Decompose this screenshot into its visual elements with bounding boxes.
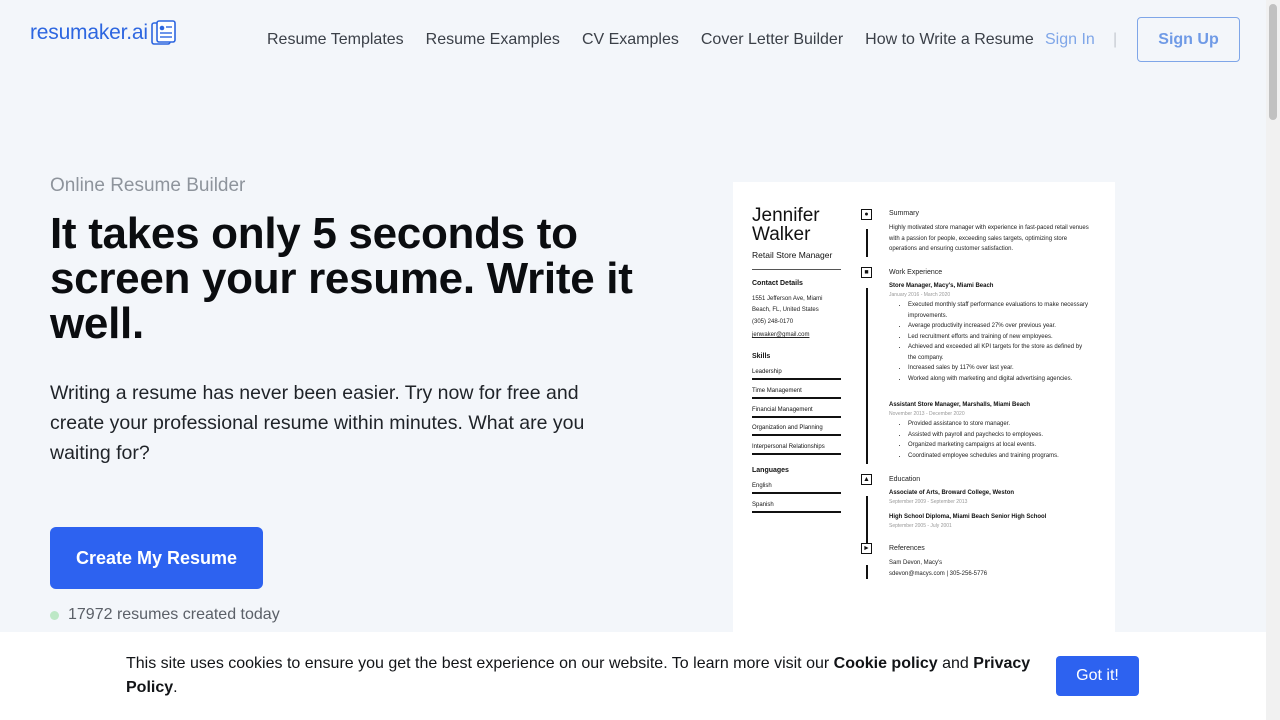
resume-address: 1551 Jefferson Ave, Miami Beach, FL, United States xyxy=(752,296,823,313)
cookie-policy-link[interactable]: Cookie policy xyxy=(833,655,938,672)
megaphone-icon: ► xyxy=(861,543,872,554)
resume-preview xyxy=(733,182,1115,642)
resume-phone: (305) 248-0170 xyxy=(752,319,794,325)
cookie-banner xyxy=(0,632,1266,720)
list-item: • Worked along with marketing and digital advertising agencies. xyxy=(908,374,1088,385)
list-item: • Increased sales by 117% over last year. xyxy=(908,363,1088,374)
scrollbar-thumb[interactable] xyxy=(1269,4,1277,120)
resume-counter xyxy=(50,606,280,624)
page-scrollbar[interactable] xyxy=(1266,0,1280,720)
logo[interactable] xyxy=(30,20,178,46)
logo-text: resumaker.ai xyxy=(30,21,148,44)
resume-reference-name: Sam Devon, Macy's xyxy=(889,560,943,566)
nav-how-to-write-resume[interactable]: How to Write a Resume xyxy=(865,31,1034,48)
resume-name-rule xyxy=(752,269,841,270)
main-nav xyxy=(267,31,1034,49)
resume-skill-item: Time Management xyxy=(752,388,841,399)
resume-job-points xyxy=(908,300,1088,384)
graduation-cap-icon: ▲ xyxy=(861,474,872,485)
resume-skills-heading: Skills xyxy=(752,353,771,360)
list-item: • Assisted with payroll and paychecks to employees. xyxy=(908,430,1088,441)
hero-subtext: Writing a resume has never been easier. Try now for free and create your professional resume within minutes. What are you waiting for? xyxy=(50,382,585,464)
resume-skill-item: Interpersonal Relationships xyxy=(752,444,841,455)
resume-job-title: Assistant Store Manager, Marshalls, Miami Beach xyxy=(889,402,1031,408)
cookie-text-and: and xyxy=(937,655,974,672)
list-item: • Coordinated employee schedules and training programs. xyxy=(908,451,1088,462)
resume-job-date: November 2013 - December 2020 xyxy=(889,411,965,417)
resume-job-date: January 2016 - March 2020 xyxy=(889,292,951,298)
status-dot-icon xyxy=(50,611,59,620)
list-item: • Executed monthly staff performance evaluations to make necessary improvements. xyxy=(908,300,1088,321)
list-item: • Average productivity increased 27% over previous year. xyxy=(908,321,1088,332)
hero-eyebrow: Online Resume Builder xyxy=(50,175,246,196)
nav-cover-letter-builder[interactable]: Cover Letter Builder xyxy=(700,31,844,48)
resume-counter-text: 17972 resumes created today xyxy=(68,606,280,623)
resume-job-points xyxy=(908,419,1088,461)
resume-edu-title: High School Diploma, Miami Beach Senior High School xyxy=(889,514,1047,520)
sign-up-button[interactable]: Sign Up xyxy=(1137,17,1240,62)
resume-first-name: Jennifer xyxy=(752,205,820,226)
resume-edu-date: September 2009 - September 2013 xyxy=(889,499,968,505)
resume-education-heading: Education xyxy=(889,476,921,483)
resume-job-title: Store Manager, Macy's, Miami Beach xyxy=(889,283,994,289)
resume-timeline xyxy=(866,496,868,546)
resume-role: Retail Store Manager xyxy=(752,250,833,260)
list-item: • Organized marketing campaigns at local events. xyxy=(908,440,1088,451)
resume-references-heading: References xyxy=(889,545,925,552)
resume-edu-date: September 2005 - July 2001 xyxy=(889,523,952,529)
resume-summary-heading: Summary xyxy=(889,210,919,217)
list-item: • Provided assistance to store manager. xyxy=(908,419,1088,430)
resume-summary: Highly motivated store manager with experience in fast-paced retail venues with a passion for people, exceeding sales targets, optimizing store operations and ensuring customer satisfaction. xyxy=(889,225,1089,252)
resume-experience-heading: Work Experience xyxy=(889,269,943,276)
cookie-accept-button[interactable]: Got it! xyxy=(1056,656,1139,696)
site-header xyxy=(0,0,1266,80)
resume-timeline xyxy=(866,229,868,257)
resume-document-icon xyxy=(150,20,178,46)
resume-email: jenwaker@gmail.com xyxy=(752,332,810,338)
create-resume-button[interactable]: Create My Resume xyxy=(50,527,263,589)
resume-skill-item: Leadership xyxy=(752,369,841,380)
resume-contact-heading: Contact Details xyxy=(752,280,803,287)
resume-language-item: English xyxy=(752,483,841,494)
hero-headline: It takes only 5 seconds to screen your resume. Write it well. xyxy=(50,209,633,348)
resume-language-item: Spanish xyxy=(752,502,841,513)
sign-in-link[interactable]: Sign In xyxy=(1045,31,1095,48)
resume-name xyxy=(752,206,820,244)
resume-edu-title: Associate of Arts, Broward College, Weston xyxy=(889,490,1015,496)
nav-resume-examples[interactable]: Resume Examples xyxy=(425,31,560,48)
cookie-text-period: . xyxy=(173,679,178,696)
resume-reference-contact: sdevon@macys.com | 305-256-5776 xyxy=(889,571,988,577)
person-icon: ● xyxy=(861,209,872,220)
briefcase-icon: ■ xyxy=(861,267,872,278)
resume-timeline xyxy=(866,565,868,579)
list-item: • Led recruitment efforts and training of new employees. xyxy=(908,332,1088,343)
nav-cv-examples[interactable]: CV Examples xyxy=(581,31,679,48)
nav-divider: | xyxy=(1113,31,1118,48)
cookie-text xyxy=(126,652,1036,700)
cookie-text-intro: This site uses cookies to ensure you get the best experience on our website. To learn more visit our xyxy=(126,655,834,672)
privacy-policy-link[interactable]: Privacy Policy xyxy=(126,655,1031,696)
list-item: • Achieved and exceeded all KPI targets for the store as defined by the company. xyxy=(908,342,1088,363)
resume-last-name: Walker xyxy=(752,224,811,245)
resume-skill-item: Organization and Planning xyxy=(752,425,841,436)
resume-timeline xyxy=(866,288,868,464)
nav-resume-templates[interactable]: Resume Templates xyxy=(267,31,404,48)
resume-skill-item: Financial Management xyxy=(752,407,841,418)
resume-languages-heading: Languages xyxy=(752,467,789,474)
